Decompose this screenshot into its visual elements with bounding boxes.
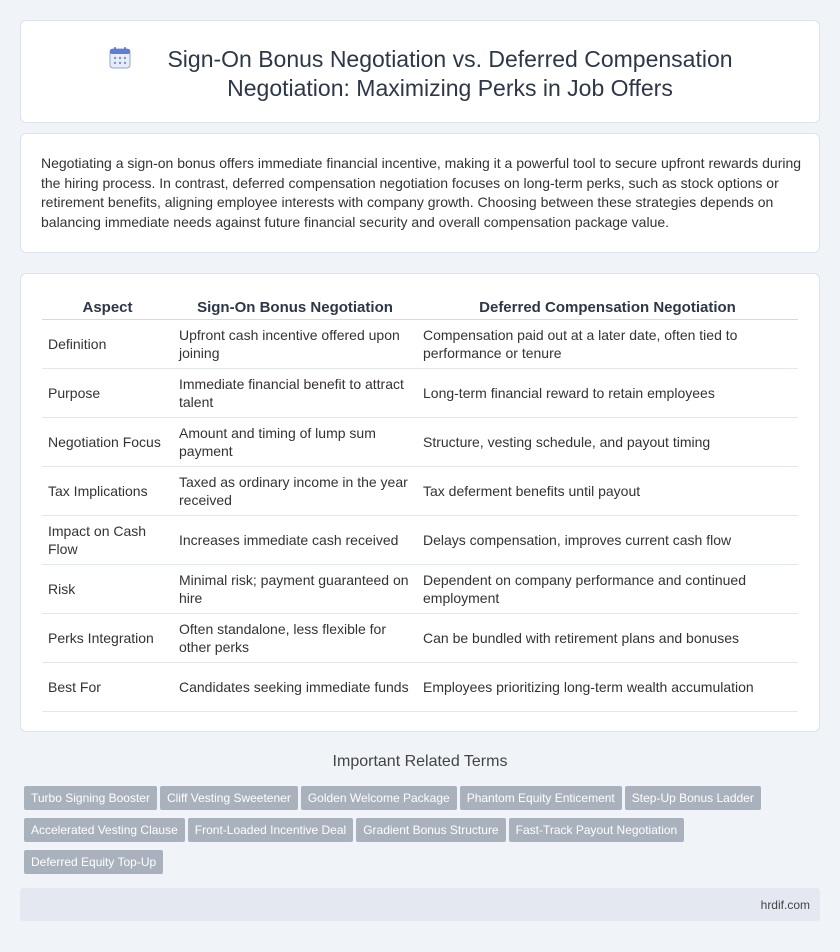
table-cell: Risk (42, 564, 173, 613)
table-cell: Candidates seeking immediate funds (173, 662, 417, 711)
table-cell: Long-term financial reward to retain employees (417, 368, 798, 417)
table-cell: Can be bundled with retirement plans and bonuses (417, 613, 798, 662)
page-title: Sign-On Bonus Negotiation vs. Deferred Compensation Negotiation: Maximizing Perks in Job Offers (167, 46, 733, 101)
table-row (42, 564, 798, 613)
table-row (42, 417, 798, 466)
related-term-tag[interactable]: Phantom Equity Enticement (460, 786, 622, 810)
table-cell: Delays compensation, improves current cash flow (417, 515, 798, 564)
related-term-tag[interactable]: Gradient Bonus Structure (356, 818, 505, 842)
intro-paragraph: Negotiating a sign-on bonus offers immediate financial incentive, making it a powerful tool to secure upfront rewards during the hiring process. In contrast, deferred compensation negotiation focuses on long-term perks, such as stock options or retirement benefits, aligning employee interests with company growth. Choosing between these strategies depends on balancing immediate needs against future financial security and overall compensation package value. (41, 155, 802, 230)
table-cell: Dependent on company performance and continued employment (417, 564, 798, 613)
table-cell: Tax deferment benefits until payout (417, 466, 798, 515)
intro-card (20, 133, 820, 253)
table-cell: Purpose (42, 368, 173, 417)
footer-site-link[interactable]: hrdif.com (760, 898, 810, 912)
table-cell: Negotiation Focus (42, 417, 173, 466)
related-terms-list (24, 786, 814, 882)
table-cell: Taxed as ordinary income in the year received (173, 466, 417, 515)
table-row (42, 613, 798, 662)
table-cell: Structure, vesting schedule, and payout timing (417, 417, 798, 466)
table-header-row (42, 296, 798, 319)
table-cell: Amount and timing of lump sum payment (173, 417, 417, 466)
table-row (42, 662, 798, 711)
table-cell: Definition (42, 319, 173, 368)
related-term-tag[interactable]: Fast-Track Payout Negotiation (509, 818, 685, 842)
table-cell: Employees prioritizing long-term wealth accumulation (417, 662, 798, 711)
table-cell: Minimal risk; payment guaranteed on hire (173, 564, 417, 613)
related-term-tag[interactable]: Golden Welcome Package (301, 786, 457, 810)
table-row (42, 319, 798, 368)
related-term-tag[interactable]: Step-Up Bonus Ladder (625, 786, 761, 810)
related-term-tag[interactable]: Front-Loaded Incentive Deal (188, 818, 353, 842)
table-row (42, 368, 798, 417)
related-term-tag[interactable]: Deferred Equity Top-Up (24, 850, 163, 874)
table-cell: Compensation paid out at a later date, often tied to performance or tenure (417, 319, 798, 368)
column-header-deferred: Deferred Compensation Negotiation (417, 296, 798, 319)
table-cell: Upfront cash incentive offered upon joining (173, 319, 417, 368)
table-row (42, 515, 798, 564)
table-cell: Often standalone, less flexible for other perks (173, 613, 417, 662)
table-cell: Perks Integration (42, 613, 173, 662)
table-cell: Tax Implications (42, 466, 173, 515)
column-header-aspect: Aspect (42, 296, 173, 319)
table-cell: Impact on Cash Flow (42, 515, 173, 564)
related-term-tag[interactable]: Cliff Vesting Sweetener (160, 786, 298, 810)
table-cell: Best For (42, 662, 173, 711)
comparison-card (20, 273, 820, 732)
footer-bar (20, 888, 820, 921)
comparison-table (42, 296, 798, 712)
related-term-tag[interactable]: Turbo Signing Booster (24, 786, 157, 810)
related-term-tag[interactable]: Accelerated Vesting Clause (24, 818, 185, 842)
related-terms-heading: Important Related Terms (332, 753, 508, 770)
table-cell: Immediate financial benefit to attract talent (173, 368, 417, 417)
table-cell: Increases immediate cash received (173, 515, 417, 564)
column-header-sign-on: Sign-On Bonus Negotiation (173, 296, 417, 319)
title-card (20, 20, 820, 123)
table-row (42, 466, 798, 515)
